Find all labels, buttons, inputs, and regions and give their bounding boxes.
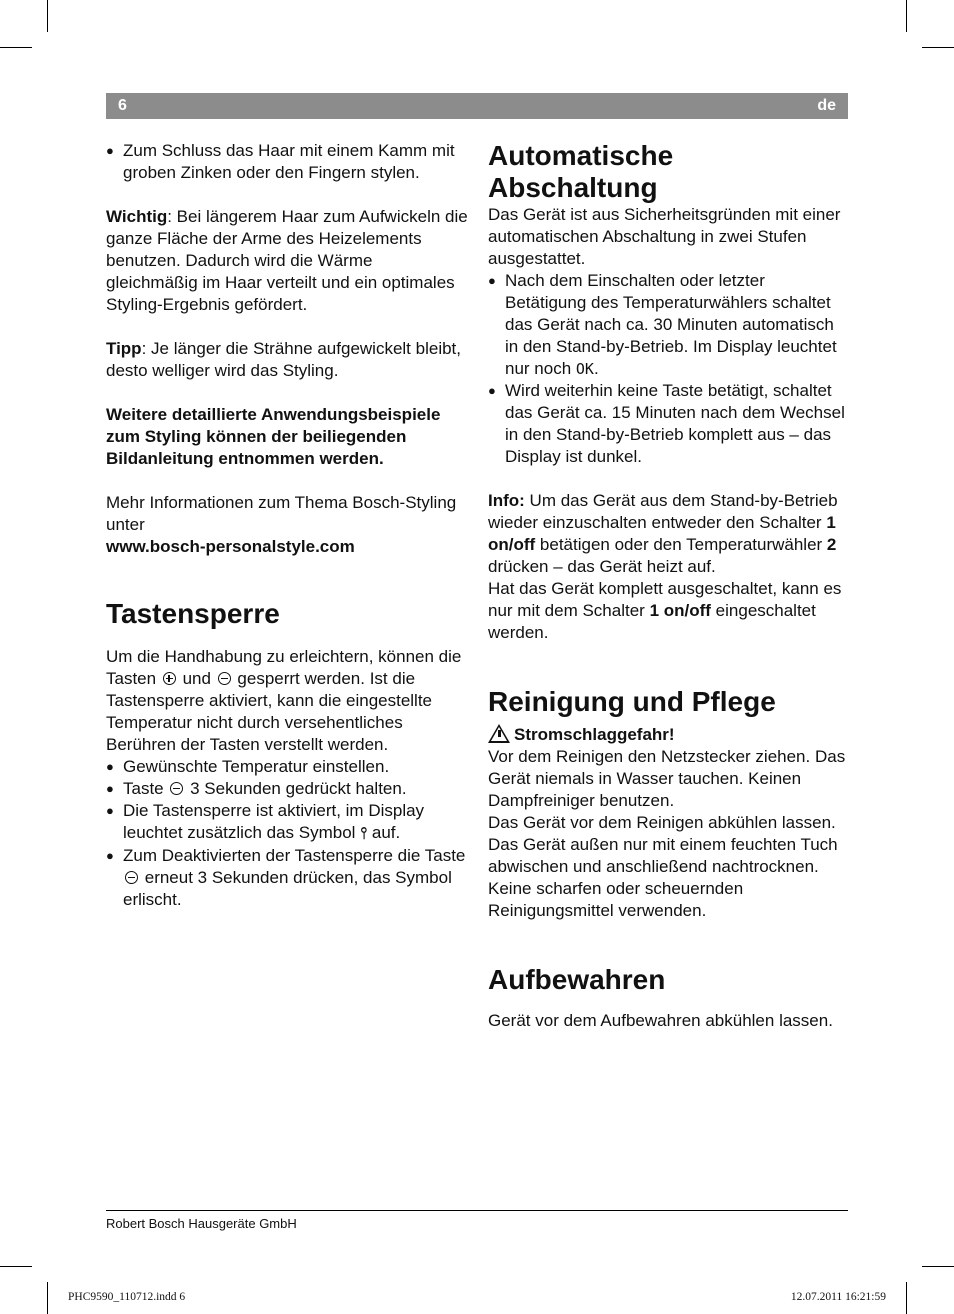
print-slug-file: PHC9590_110712.indd 6: [68, 1291, 186, 1303]
section-title-reinigung: Reinigung und Pflege: [488, 686, 776, 717]
page-header-bar: [106, 93, 848, 119]
bullet-item: ● Zum Deaktivierten der Tastensperre die Taste erneut 3 Sekunden drücken, das Symbol erlischt.: [106, 845, 468, 911]
crop-mark: [47, 0, 48, 32]
bullet-item: ● Die Tastensperre ist aktiviert, im Display leuchtet zusätzlich das Symbol ⫯ auf.: [106, 800, 468, 845]
auto-intro: Das Gerät ist aus Sicherheitsgründen mit einer automatischen Abschaltung in zwei Stufen ausgestattet.: [488, 205, 841, 268]
footer-divider: [106, 1210, 848, 1211]
section-title-aufbewahren: Aufbewahren: [488, 964, 666, 995]
crop-mark: [922, 47, 954, 48]
wichtig-label: Wichtig: [106, 207, 168, 226]
bold-note: Weitere detaillierte Anwendungsbeispiele zum Styling können der beiliegenden Bildanleitung entnommen werden.: [106, 405, 441, 468]
bullet-item: ● Gewünschte Temperatur einstellen.: [106, 756, 468, 778]
section-title-tastensperre: Tastensperre: [106, 598, 280, 629]
crop-mark: [0, 47, 32, 48]
minus-button-icon: [125, 871, 138, 884]
wichtig-text: : Bei längerem Haar zum Aufwickeln die ganze Fläche der Arme des Heizelements benutzen. Dadurch wird die Wärme gleichmäßig im Haar verteilt und ein optimales Styling-Ergebnis gefördert.: [106, 207, 468, 314]
wichtig-paragraph: [106, 206, 468, 316]
display-ok-code: OK: [575, 360, 594, 378]
info-paragraph-2: Hat das Gerät komplett ausgeschaltet, kann es nur mit dem Schalter 1 on/off eingeschaltet werden.: [488, 579, 842, 642]
page-number: 6: [118, 97, 127, 114]
bullet-item: ● Wird weiterhin keine Taste betätigt, schaltet das Gerät ca. 15 Minuten nach dem Wechsel in den Stand-by-Betrieb komplett aus – das Display ist dunkel.: [488, 380, 850, 468]
reinigung-text-1: Vor dem Reinigen den Netzstecker ziehen. Das Gerät niemals in Wasser tauchen. Keinen Dampfreiniger benutzen.: [488, 747, 846, 810]
crop-mark: [906, 0, 907, 32]
reinigung-text-3: Das Gerät außen nur mit einem feuchten Tuch abwischen und anschließend nachtrocknen. Keine scharfen oder scheuernden Reinigungsmittel verwenden.: [488, 835, 838, 920]
crop-mark: [0, 1266, 32, 1267]
bullet-item: ● Nach dem Einschalten oder letzter Betätigung des Temperaturwählers schaltet das Gerät nach ca. 30 Minuten automatisch in den Stand-by-Betrieb. Im Display leuchtet nur noch OK.: [488, 270, 850, 380]
section-title-automatische-abschaltung: Automatische Abschaltung: [488, 140, 674, 203]
warning-triangle-icon: [488, 724, 510, 743]
tipp-paragraph: [106, 338, 468, 382]
footer-company: Robert Bosch Hausgeräte GmbH: [106, 1216, 297, 1231]
crop-mark: [47, 1282, 48, 1314]
language-code: de: [817, 97, 836, 114]
tastensperre-intro: Um die Handhabung zu erleichtern, können die Tasten und gesperrt werden. Ist die Tastensperre aktiviert, kann die eingestellte Temperatur nicht durch versehentliches Berühren der Tasten verstellt werden.: [106, 647, 462, 754]
right-column: [488, 140, 850, 1032]
plus-button-icon: [163, 672, 176, 685]
print-slug-timestamp: 12.07.2011 16:21:59: [790, 1291, 886, 1303]
info-paragraph: Info: Um das Gerät aus dem Stand-by-Betrieb wieder einzuschalten entweder den Schalter 1 on/off betätigen oder den Temperaturwähler 2 drücken – das Gerät heizt auf.: [488, 491, 838, 576]
key-lock-icon: ⫯: [360, 825, 368, 842]
tipp-text: : Je länger die Strähne aufgewickelt bleibt, desto welliger wird das Styling.: [106, 339, 461, 380]
minus-button-icon: [218, 672, 231, 685]
warning-line: Stromschlaggefahr!: [488, 724, 850, 746]
bullet-item: ● Taste 3 Sekunden gedrückt halten.: [106, 778, 468, 800]
left-column: [106, 140, 468, 911]
website-link[interactable]: www.bosch-personalstyle.com: [106, 537, 355, 556]
reinigung-text-2: Das Gerät vor dem Reinigen abkühlen lassen.: [488, 813, 836, 832]
minus-button-icon: [170, 782, 183, 795]
tipp-label: Tipp: [106, 339, 142, 358]
crop-mark: [906, 1282, 907, 1314]
aufbewahren-text: Gerät vor dem Aufbewahren abkühlen lassen.: [488, 1011, 833, 1030]
more-info: Mehr Informationen zum Thema Bosch-Styling unter: [106, 493, 457, 534]
bullet-item: ● Zum Schluss das Haar mit einem Kamm mit groben Zinken oder den Fingern stylen.: [106, 140, 468, 184]
crop-mark: [922, 1266, 954, 1267]
